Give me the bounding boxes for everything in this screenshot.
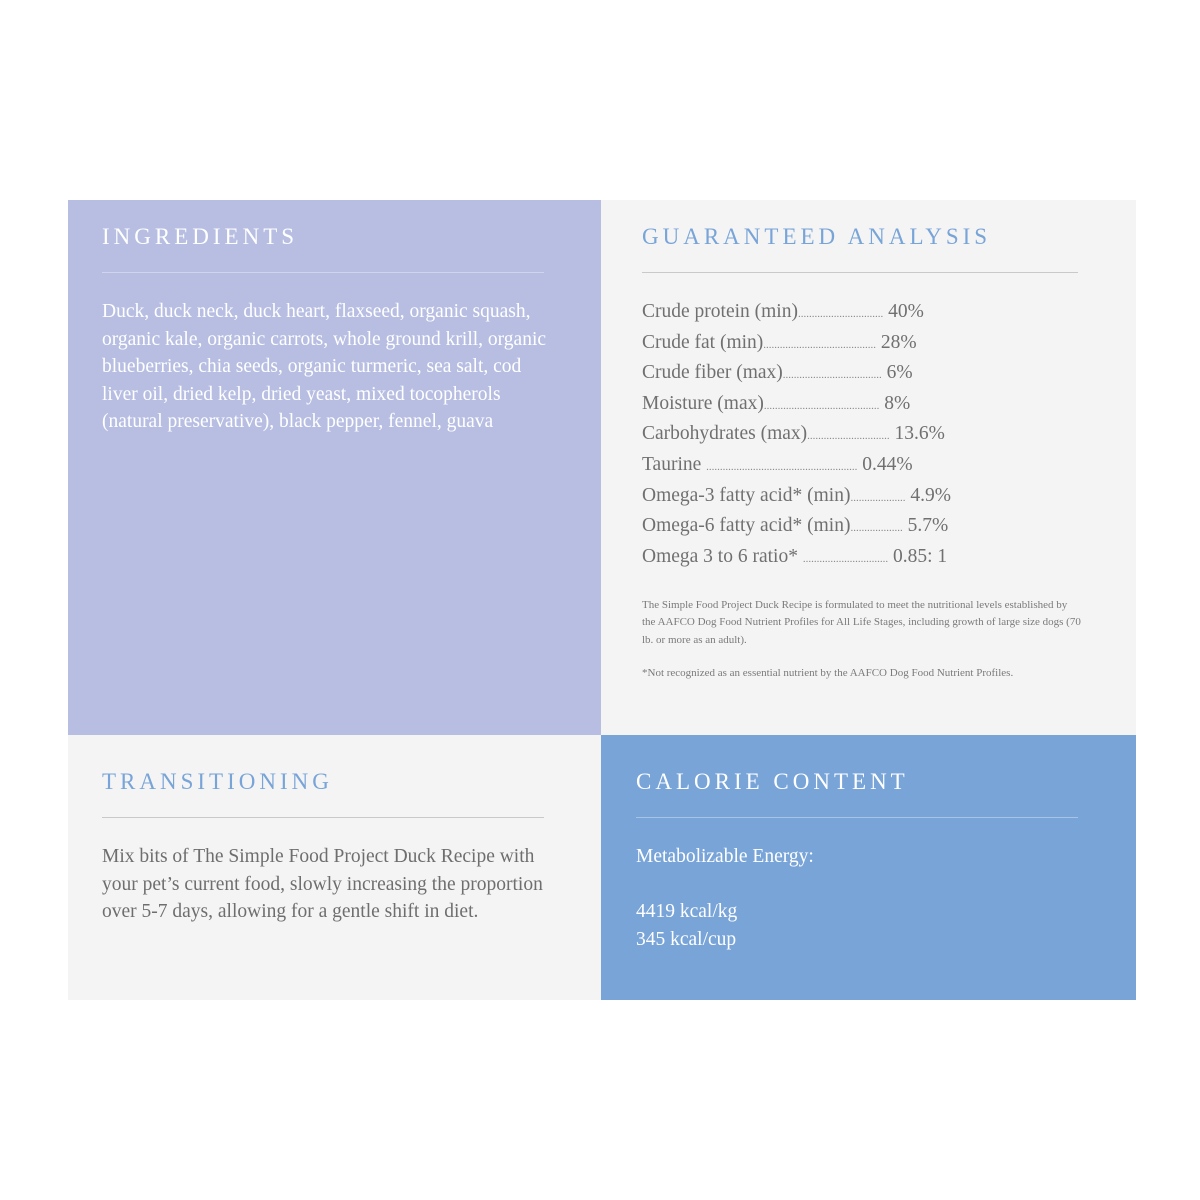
analysis-row [642,482,951,513]
leader-dots: .............................. [807,430,890,443]
ingredients-divider [102,272,544,273]
transitioning-panel [68,735,601,1000]
analysis-label: Omega 3 to 6 ratio* [642,545,803,567]
leader-dots: .................................... [782,369,882,382]
kcal-per-cup: 345 kcal/cup [636,928,737,950]
analysis-label: Carbohydrates (max) [642,423,808,445]
analysis-value: 5.7% [902,515,949,537]
analysis-label: Omega-6 fatty acid* (min) [642,515,851,537]
guaranteed-analysis-panel [601,200,1136,735]
analysis-label: Omega-3 fatty acid* (min) [642,484,851,506]
metabolizable-energy-label: Metabolizable Energy: [636,846,814,867]
analysis-row [642,451,951,482]
analysis-label: Moisture (max) [642,392,764,414]
analysis-divider [642,272,1078,273]
analysis-row [642,420,951,451]
leader-dots: ....................................................... [706,460,858,473]
analysis-label: Crude fat (min) [642,331,764,353]
transitioning-heading: TRANSITIONING [102,769,333,794]
calorie-divider [636,817,1078,818]
transitioning-text: Mix bits of The Simple Food Project Duck Recipe with your pet’s current food, slowly increasing the proportion over 5-7 days, allowing for a gentle shift in diet. [102,846,543,923]
calorie-heading: CALORIE CONTENT [636,769,909,794]
analysis-value: 13.6% [889,423,945,445]
leader-dots: .................... [850,491,906,504]
analysis-value: 40% [883,301,924,322]
analysis-row [642,329,951,360]
analysis-list [642,298,951,573]
leader-dots: ............................... [802,552,889,565]
analysis-value: 4.9% [905,484,951,506]
analysis-value: 0.44% [857,453,913,475]
ingredients-heading: INGREDIENTS [102,224,299,249]
ingredients-text: Duck, duck neck, duck heart, flaxseed, organic squash, organic kale, organic carrots, whole ground krill, organic blueberries, chia seeds, organic turmeric, sea salt, cod liver oil, dried kelp, dried yeast, mixed tocopherols (natural preservative), black pepper, fennel, guava [102,301,547,433]
analysis-value: 0.85: 1 [888,545,948,567]
analysis-label: Taurine [642,453,707,475]
leader-dots: .......................................... [763,399,880,412]
analysis-label: Crude protein (min) [642,301,798,322]
analysis-label: Crude fiber (max) [642,362,783,384]
kcal-per-kg: 4419 kcal/kg [636,901,738,922]
leader-dots: ............................... [797,308,884,320]
analysis-row [642,543,951,574]
transitioning-divider [102,817,544,818]
analysis-value: 6% [881,362,913,384]
calorie-content-panel [601,735,1136,1000]
analysis-row [642,298,951,329]
leader-dots: ................... [850,522,903,535]
ingredients-panel [68,200,601,735]
analysis-row [642,359,951,390]
analysis-row [642,512,951,543]
analysis-value: 28% [876,331,917,353]
analysis-row [642,390,951,421]
calorie-values [636,898,737,953]
aafco-statement: The Simple Food Project Duck Recipe is formulated to meet the nutritional levels established by the AAFCO Dog Food Nutrient Profiles for All Life Stages, including growth of large size dogs (70 lb. or more as an adult). [642,599,1081,646]
footnote: *Not recognized as an essential nutrient by the AAFCO Dog Food Nutrient Profiles. [642,667,1014,679]
analysis-value: 8% [879,392,911,414]
leader-dots: ......................................... [763,338,877,351]
analysis-heading: GUARANTEED ANALYSIS [642,224,992,249]
